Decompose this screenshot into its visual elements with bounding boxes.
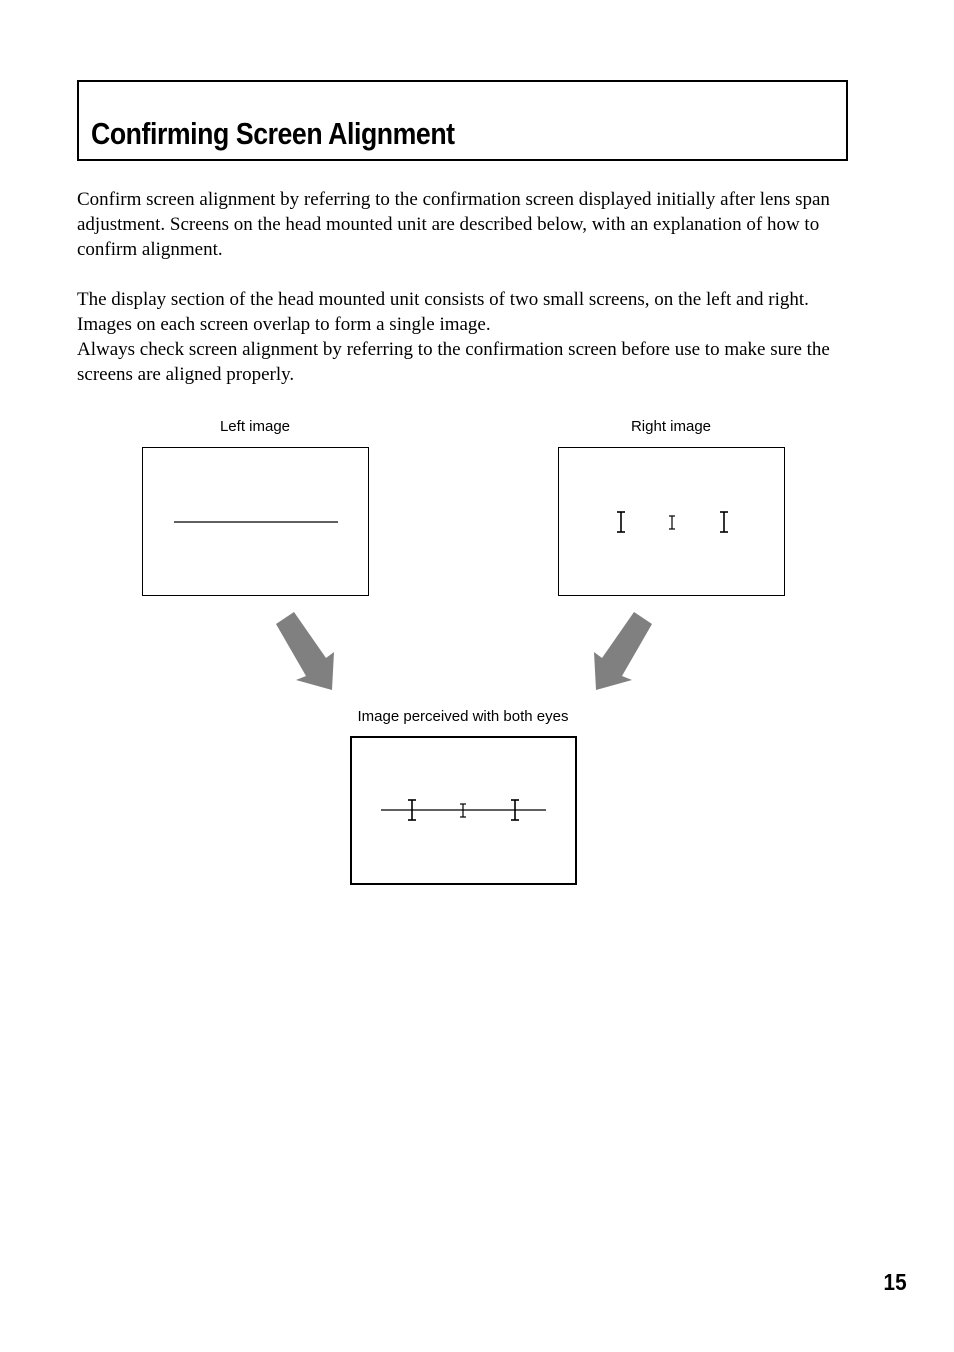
combined-image-screen xyxy=(350,736,577,885)
alignment-check-paragraph: Always check screen alignment by referring to the confirmation screen before use to make sure the screens are aligned properly. xyxy=(77,339,830,385)
left-image-drawing xyxy=(143,448,370,597)
left-image-screen xyxy=(142,447,369,596)
description-block xyxy=(77,287,867,387)
page-title: Confirming Screen Alignment xyxy=(91,116,455,151)
intro-paragraph: Confirm screen alignment by referring to the confirmation screen displayed initially after lens span adjustment. Screens on the head mounted unit are described below, with an explanation of how to confirm alignment. xyxy=(77,189,830,260)
left-image-label: Left image xyxy=(219,418,291,435)
display-section-paragraph: The display section of the head mounted unit consists of two small screens, on the left and right. Images on each screen overlap to form a single image. xyxy=(77,289,809,335)
right-image-drawing xyxy=(559,448,786,597)
arrow-shape xyxy=(276,612,334,690)
arrow-down-right-icon xyxy=(268,608,340,694)
arrow-down-left-icon xyxy=(590,608,662,694)
combined-image-drawing xyxy=(352,738,575,883)
tall-marker-right xyxy=(720,512,728,532)
short-marker-center xyxy=(669,516,675,529)
right-image-label: Right image xyxy=(630,418,712,435)
section-title-box xyxy=(77,80,848,161)
tall-marker-left xyxy=(617,512,625,532)
combined-image-label: Image perceived with both eyes xyxy=(357,708,569,725)
right-image-screen xyxy=(558,447,785,596)
page-number: 15 xyxy=(883,1269,907,1295)
arrow-shape xyxy=(594,612,652,690)
